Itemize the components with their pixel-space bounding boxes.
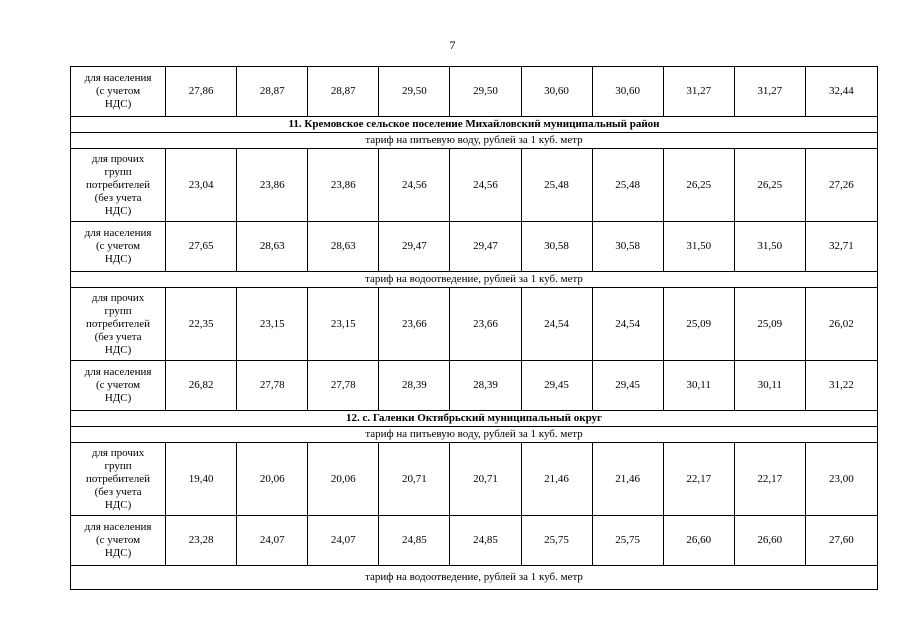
row-label: для населения (с учетом НДС)	[71, 222, 166, 272]
tariff-value-cell: 24,07	[308, 516, 379, 566]
tariff-value-cell: 24,56	[450, 149, 521, 222]
tariff-value-cell: 26,60	[663, 516, 734, 566]
tariff-value-cell: 26,25	[663, 149, 734, 222]
section-title: 12. с. Галенки Октябрьский муниципальный округ	[71, 411, 878, 427]
subsection-header-row	[71, 427, 878, 443]
tariff-value-cell: 31,50	[663, 222, 734, 272]
tariff-value-cell: 26,25	[734, 149, 805, 222]
tariff-value-cell: 23,15	[308, 288, 379, 361]
tariff-value-cell: 23,66	[379, 288, 450, 361]
tariff-value-cell: 29,50	[450, 67, 521, 117]
tariff-value-cell: 28,87	[237, 67, 308, 117]
table-row	[71, 222, 878, 272]
tariff-value-cell: 28,39	[379, 361, 450, 411]
tariff-value-cell: 30,60	[521, 67, 592, 117]
tariff-value-cell: 24,85	[379, 516, 450, 566]
tariff-value-cell: 20,06	[237, 443, 308, 516]
table-row	[71, 516, 878, 566]
tariff-value-cell: 23,66	[450, 288, 521, 361]
tariff-value-cell: 30,11	[734, 361, 805, 411]
tariff-value-cell: 31,50	[734, 222, 805, 272]
tariff-value-cell: 25,09	[734, 288, 805, 361]
tariff-value-cell: 22,17	[663, 443, 734, 516]
tariff-value-cell: 26,82	[166, 361, 237, 411]
row-label: для прочих групп потребителей (без учета НДС)	[71, 288, 166, 361]
table-row	[71, 361, 878, 411]
row-label: для прочих групп потребителей (без учета НДС)	[71, 443, 166, 516]
tariff-value-cell: 25,48	[592, 149, 663, 222]
tariff-value-cell: 25,75	[592, 516, 663, 566]
section-title: 11. Кремовское сельское поселение Михайловский муниципальный район	[71, 117, 878, 133]
tariff-value-cell: 31,27	[734, 67, 805, 117]
table-row	[71, 67, 878, 117]
tariff-value-cell: 29,47	[450, 222, 521, 272]
tariff-value-cell: 27,78	[237, 361, 308, 411]
row-label: для населения (с учетом НДС)	[71, 361, 166, 411]
tariff-table	[70, 66, 878, 590]
tariff-value-cell: 27,26	[805, 149, 877, 222]
subsection-header-row	[71, 566, 878, 590]
tariff-value-cell: 23,86	[237, 149, 308, 222]
tariff-value-cell: 27,60	[805, 516, 877, 566]
tariff-value-cell: 22,17	[734, 443, 805, 516]
tariff-value-cell: 27,86	[166, 67, 237, 117]
tariff-value-cell: 25,48	[521, 149, 592, 222]
tariff-value-cell: 23,15	[237, 288, 308, 361]
tariff-value-cell: 23,00	[805, 443, 877, 516]
tariff-value-cell: 26,60	[734, 516, 805, 566]
tariff-value-cell: 26,02	[805, 288, 877, 361]
row-label: для прочих групп потребителей (без учета НДС)	[71, 149, 166, 222]
tariff-value-cell: 23,04	[166, 149, 237, 222]
tariff-value-cell: 31,27	[663, 67, 734, 117]
tariff-type-caption: тариф на питьевую воду, рублей за 1 куб. метр	[71, 133, 878, 149]
tariff-value-cell: 25,75	[521, 516, 592, 566]
tariff-value-cell: 20,71	[450, 443, 521, 516]
subsection-header-row	[71, 133, 878, 149]
tariff-value-cell: 21,46	[521, 443, 592, 516]
tariff-value-cell: 30,58	[521, 222, 592, 272]
tariff-value-cell: 20,71	[379, 443, 450, 516]
tariff-value-cell: 25,09	[663, 288, 734, 361]
tariff-value-cell: 24,54	[521, 288, 592, 361]
tariff-value-cell: 29,45	[592, 361, 663, 411]
row-label: для населения (с учетом НДС)	[71, 516, 166, 566]
table-row	[71, 288, 878, 361]
tariff-value-cell: 30,60	[592, 67, 663, 117]
row-label: для населения (с учетом НДС)	[71, 67, 166, 117]
tariff-value-cell: 30,58	[592, 222, 663, 272]
tariff-value-cell: 19,40	[166, 443, 237, 516]
tariff-value-cell: 32,71	[805, 222, 877, 272]
subsection-header-row	[71, 272, 878, 288]
tariff-value-cell: 24,56	[379, 149, 450, 222]
tariff-value-cell: 30,11	[663, 361, 734, 411]
table-row	[71, 149, 878, 222]
tariff-value-cell: 28,87	[308, 67, 379, 117]
tariff-value-cell: 20,06	[308, 443, 379, 516]
tariff-type-caption: тариф на водоотведение, рублей за 1 куб. метр	[71, 272, 878, 288]
tariff-value-cell: 28,63	[308, 222, 379, 272]
tariff-value-cell: 24,54	[592, 288, 663, 361]
section-header-row	[71, 117, 878, 133]
tariff-value-cell: 29,50	[379, 67, 450, 117]
tariff-value-cell: 27,78	[308, 361, 379, 411]
tariff-value-cell: 28,39	[450, 361, 521, 411]
tariff-value-cell: 21,46	[592, 443, 663, 516]
tariff-value-cell: 23,86	[308, 149, 379, 222]
tariff-value-cell: 27,65	[166, 222, 237, 272]
table-row	[71, 443, 878, 516]
tariff-value-cell: 28,63	[237, 222, 308, 272]
tariff-value-cell: 29,47	[379, 222, 450, 272]
tariff-value-cell: 32,44	[805, 67, 877, 117]
tariff-value-cell: 23,28	[166, 516, 237, 566]
tariff-value-cell: 29,45	[521, 361, 592, 411]
tariff-value-cell: 24,85	[450, 516, 521, 566]
tariff-value-cell: 24,07	[237, 516, 308, 566]
page-number: 7	[449, 38, 456, 52]
section-header-row	[71, 411, 878, 427]
tariff-type-caption: тариф на питьевую воду, рублей за 1 куб. метр	[71, 427, 878, 443]
tariff-value-cell: 22,35	[166, 288, 237, 361]
tariff-value-cell: 31,22	[805, 361, 877, 411]
tariff-type-caption: тариф на водоотведение, рублей за 1 куб. метр	[71, 566, 878, 590]
